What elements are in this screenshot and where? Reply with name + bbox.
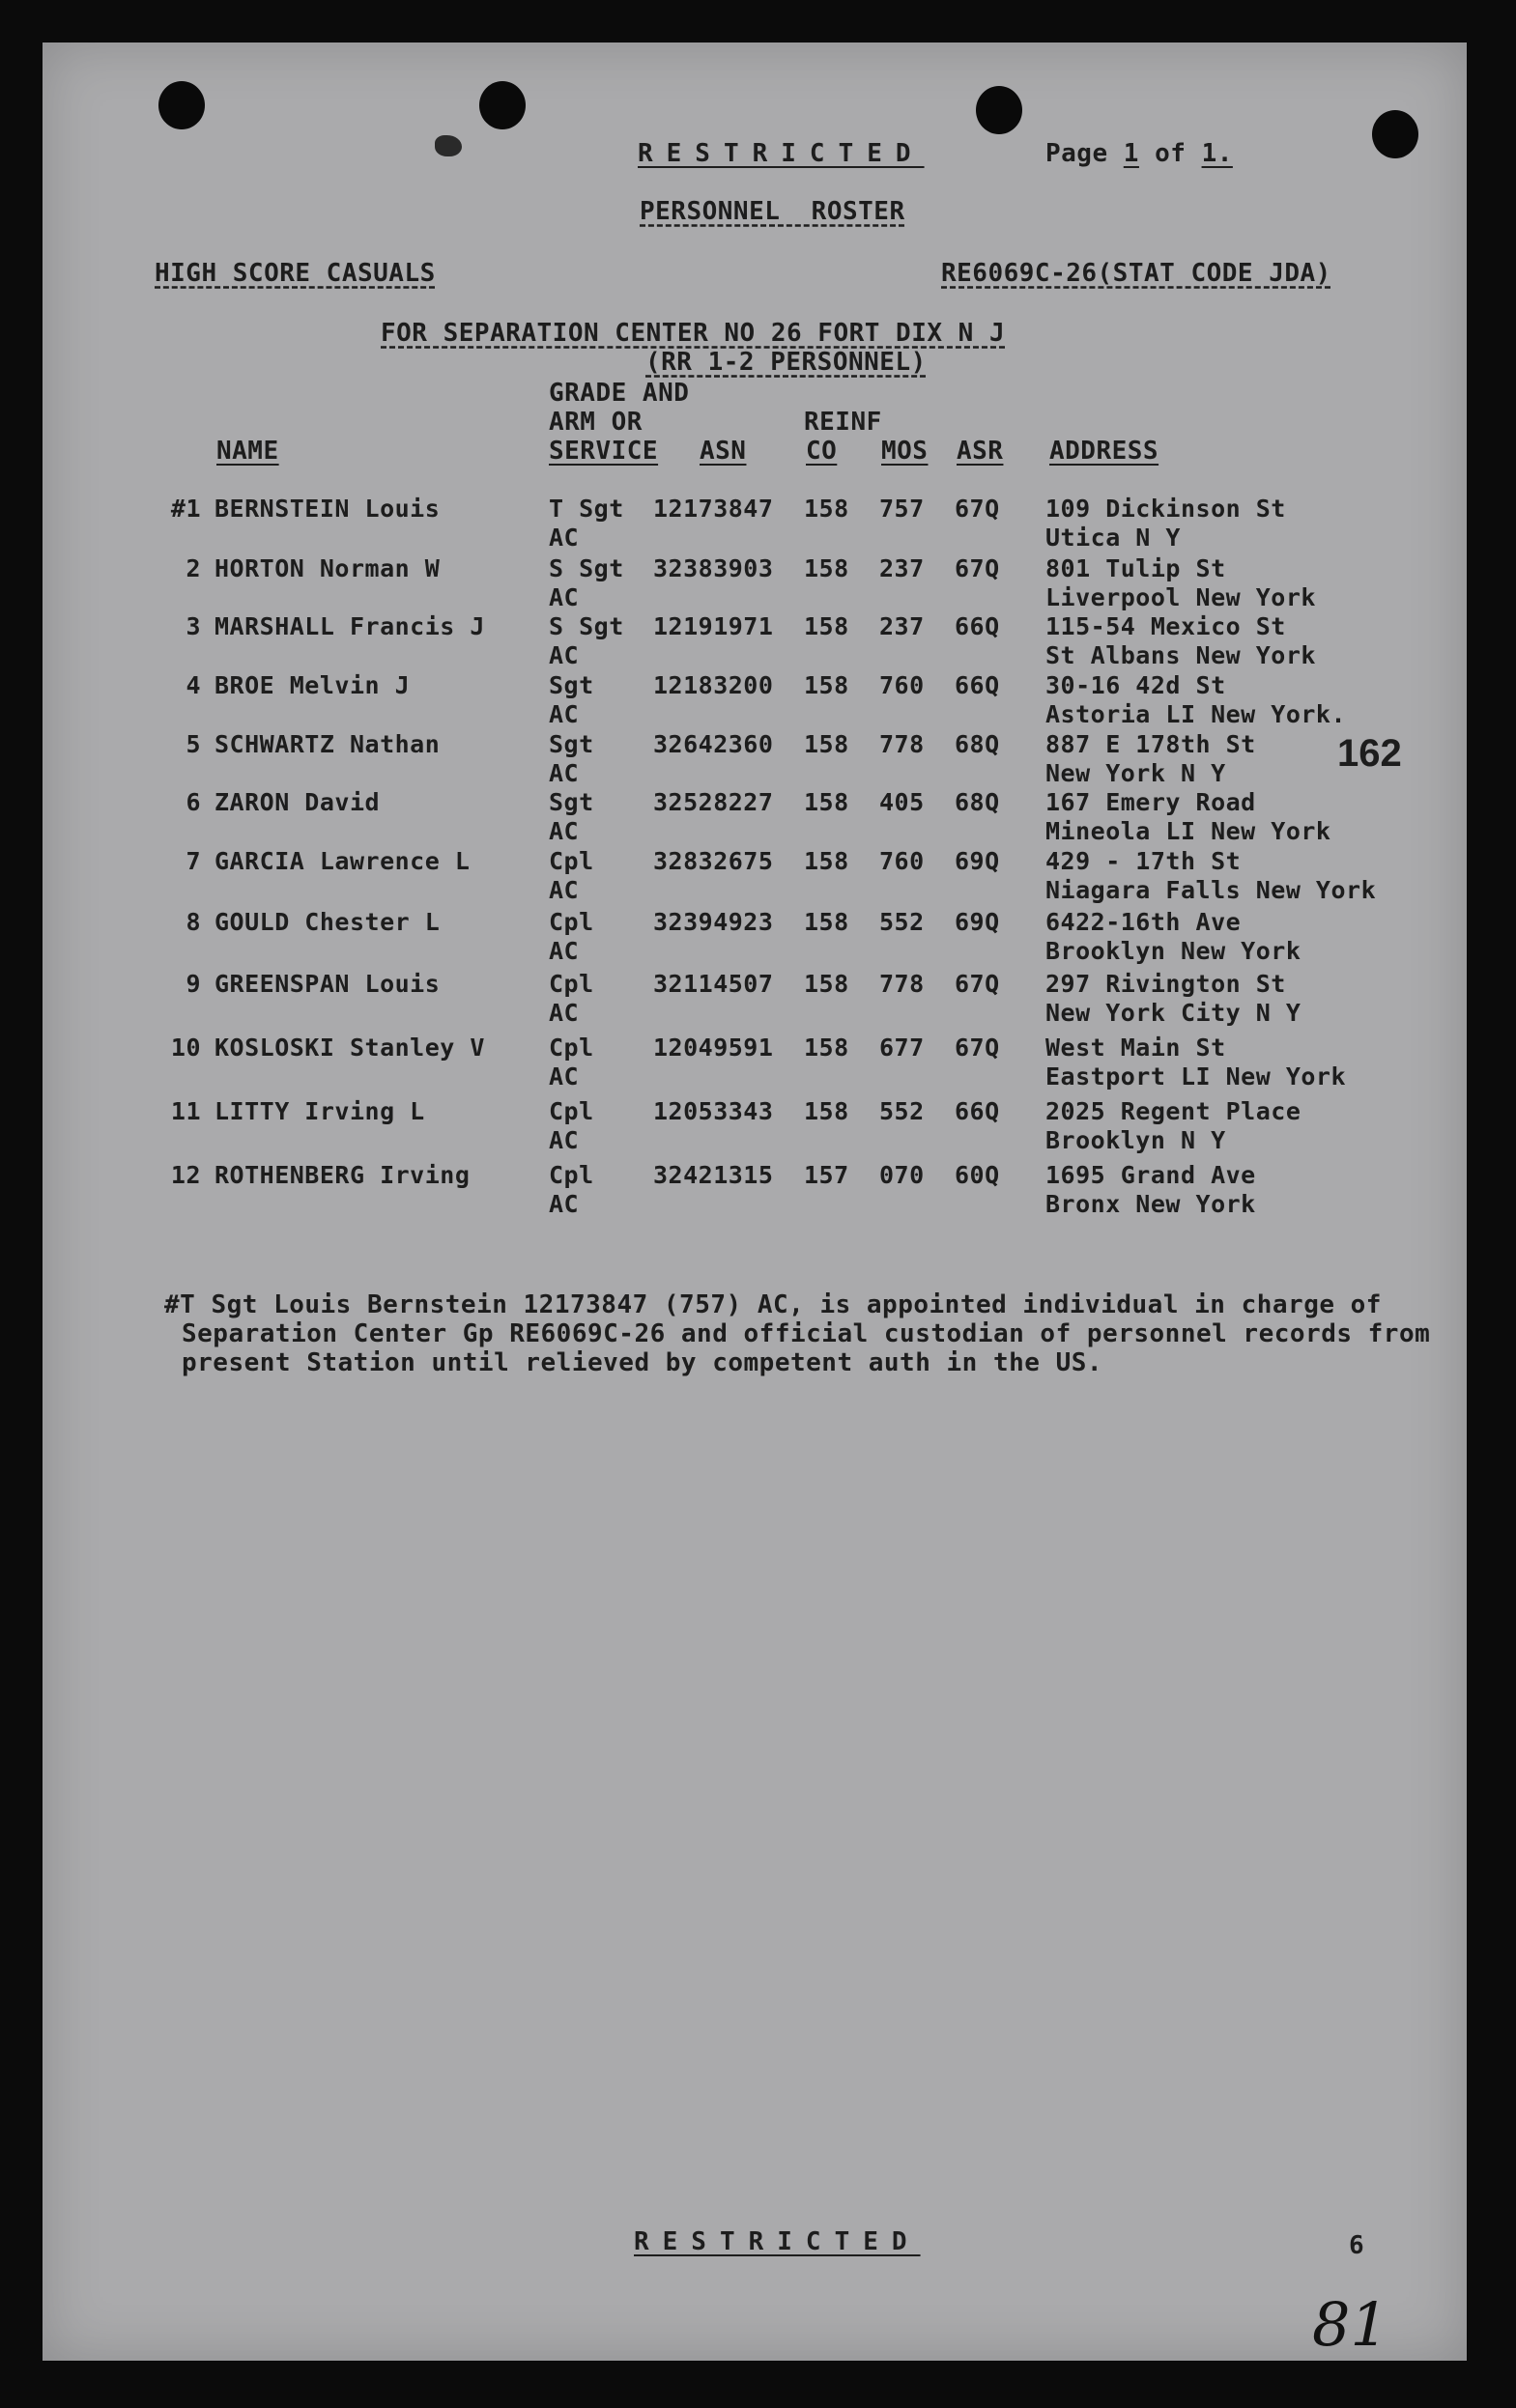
row-mos: 237 — [879, 612, 925, 640]
row-address-line1: 2025 Regent Place — [1045, 1097, 1301, 1125]
row-number: 6 — [186, 788, 201, 816]
row-number: 5 — [186, 730, 201, 758]
restricted-bottom: RESTRICTED — [634, 2227, 921, 2256]
row-number: #1 — [170, 495, 201, 523]
row-address-line1: 801 Tulip St — [1045, 554, 1226, 582]
row-grade: Sgt — [549, 788, 594, 816]
row-asr: 69Q — [955, 847, 1000, 875]
row-asn: 32642360 — [653, 730, 774, 758]
row-arm: AC — [549, 999, 580, 1027]
row-co: 158 — [804, 1097, 849, 1125]
row-asn: 12173847 — [653, 495, 774, 523]
row-asn: 12191971 — [653, 612, 774, 640]
rr-personnel-line: (RR 1-2 PERSONNEL) — [645, 348, 927, 377]
row-grade: Cpl — [549, 1161, 594, 1189]
row-arm: AC — [549, 876, 580, 904]
row-co: 158 — [804, 847, 849, 875]
row-address-line2: St Albans New York — [1045, 641, 1316, 669]
col-address: ADDRESS — [1049, 437, 1159, 466]
corner-mark: 6 — [1349, 2231, 1365, 2260]
row-asn: 32421315 — [653, 1161, 774, 1189]
row-asn: 32383903 — [653, 554, 774, 582]
row-grade: Cpl — [549, 847, 594, 875]
row-grade: S Sgt — [549, 554, 624, 582]
row-co: 158 — [804, 908, 849, 936]
row-grade: S Sgt — [549, 612, 624, 640]
row-number: 2 — [186, 554, 201, 582]
row-arm: AC — [549, 759, 580, 787]
row-number: 4 — [186, 671, 201, 699]
row-mos: 778 — [879, 730, 925, 758]
row-number: 11 — [170, 1097, 201, 1125]
row-arm: AC — [549, 641, 580, 669]
row-name: KOSLOSKI Stanley V — [215, 1034, 485, 1062]
row-asr: 67Q — [955, 495, 1000, 523]
row-name: HORTON Norman W — [215, 554, 441, 582]
separation-center-line: FOR SEPARATION CENTER NO 26 FORT DIX N J — [381, 319, 1006, 348]
row-address-line1: West Main St — [1045, 1034, 1226, 1062]
row-asn: 12053343 — [653, 1097, 774, 1125]
row-mos: 760 — [879, 671, 925, 699]
stat-code: RE6069C-26(STAT CODE JDA) — [941, 259, 1331, 288]
row-number: 10 — [170, 1034, 201, 1062]
page-prefix: Page — [1045, 139, 1108, 168]
row-asr: 68Q — [955, 788, 1000, 816]
row-address-line1: 1695 Grand Ave — [1045, 1161, 1256, 1189]
col-asn: ASN — [700, 437, 747, 466]
row-arm: AC — [549, 1190, 580, 1218]
punch-hole — [976, 86, 1022, 134]
col-grade-line3: SERVICE — [549, 437, 659, 466]
row-mos: 552 — [879, 1097, 925, 1125]
row-address-line2: Brooklyn New York — [1045, 937, 1301, 965]
row-mos: 405 — [879, 788, 925, 816]
row-mos: 760 — [879, 847, 925, 875]
row-mos: 237 — [879, 554, 925, 582]
page-total: 1. — [1201, 139, 1233, 168]
row-mos: 757 — [879, 495, 925, 523]
row-number: 8 — [186, 908, 201, 936]
row-name: SCHWARTZ Nathan — [215, 730, 441, 758]
footnote-line1: #T Sgt Louis Bernstein 12173847 (757) AC, is appointed individual in charge of — [164, 1290, 1382, 1319]
row-co: 158 — [804, 970, 849, 998]
col-grade-line1: GRADE AND — [549, 379, 690, 408]
row-address-line1: 887 E 178th St — [1045, 730, 1256, 758]
page-number: 1 — [1123, 139, 1139, 168]
row-mos: 677 — [879, 1034, 925, 1062]
row-asn: 32528227 — [653, 788, 774, 816]
row-arm: AC — [549, 937, 580, 965]
row-name: ZARON David — [215, 788, 381, 816]
row-address-line2: Mineola LI New York — [1045, 817, 1331, 845]
footnote-line2: Separation Center Gp RE6069C-26 and official custodian of personnel records from — [182, 1319, 1431, 1348]
row-address-line2: Eastport LI New York — [1045, 1062, 1347, 1091]
row-co: 158 — [804, 612, 849, 640]
row-grade: Cpl — [549, 1034, 594, 1062]
punch-hole — [158, 81, 205, 129]
roster-title: PERSONNEL ROSTER — [640, 197, 905, 226]
row-co: 158 — [804, 1034, 849, 1062]
row-co: 158 — [804, 495, 849, 523]
row-asn: 12183200 — [653, 671, 774, 699]
row-arm: AC — [549, 1062, 580, 1091]
row-grade: Sgt — [549, 730, 594, 758]
col-mos: MOS — [881, 437, 929, 466]
row-address-line1: 429 - 17th St — [1045, 847, 1242, 875]
row-asr: 69Q — [955, 908, 1000, 936]
row-name: ROTHENBERG Irving — [215, 1161, 471, 1189]
row-address-line2: Niagara Falls New York — [1045, 876, 1377, 904]
row-arm: AC — [549, 1126, 580, 1154]
row-grade: Sgt — [549, 671, 594, 699]
page-of: of — [1155, 139, 1187, 168]
row-arm: AC — [549, 817, 580, 845]
row-asr: 60Q — [955, 1161, 1000, 1189]
col-co: CO — [806, 437, 838, 466]
restricted-top: RESTRICTED — [638, 139, 925, 168]
row-name: BERNSTEIN Louis — [215, 495, 441, 523]
row-co: 158 — [804, 788, 849, 816]
row-arm: AC — [549, 583, 580, 611]
row-asn: 32832675 — [653, 847, 774, 875]
row-name: BROE Melvin J — [215, 671, 411, 699]
row-number: 7 — [186, 847, 201, 875]
row-asn: 32394923 — [653, 908, 774, 936]
row-name: LITTY Irving L — [215, 1097, 425, 1125]
row-co: 158 — [804, 671, 849, 699]
row-grade: Cpl — [549, 908, 594, 936]
row-asn: 32114507 — [653, 970, 774, 998]
row-asr: 66Q — [955, 612, 1000, 640]
stamp-number: 162 — [1337, 732, 1402, 775]
row-mos: 778 — [879, 970, 925, 998]
row-number: 12 — [170, 1161, 201, 1189]
punch-hole — [1372, 110, 1418, 158]
row-grade: Cpl — [549, 970, 594, 998]
row-asr: 68Q — [955, 730, 1000, 758]
row-asr: 67Q — [955, 554, 1000, 582]
row-number: 9 — [186, 970, 201, 998]
row-address-line2: New York N Y — [1045, 759, 1226, 787]
col-reinf: REINF — [804, 408, 882, 437]
row-asr: 67Q — [955, 970, 1000, 998]
row-address-line2: New York City N Y — [1045, 999, 1301, 1027]
footnote-line3: present Station until relieved by competent auth in the US. — [182, 1348, 1103, 1377]
row-address-line1: 115-54 Mexico St — [1045, 612, 1286, 640]
punch-hole — [479, 81, 526, 129]
row-address-line2: Utica N Y — [1045, 524, 1181, 552]
col-name: NAME — [216, 437, 279, 466]
row-name: GOULD Chester L — [215, 908, 441, 936]
row-grade: T Sgt — [549, 495, 624, 523]
row-co: 158 — [804, 730, 849, 758]
row-asn: 12049591 — [653, 1034, 774, 1062]
row-address-line1: 297 Rivington St — [1045, 970, 1286, 998]
row-co: 157 — [804, 1161, 849, 1189]
row-address-line1: 30-16 42d St — [1045, 671, 1226, 699]
row-address-line1: 6422-16th Ave — [1045, 908, 1242, 936]
row-arm: AC — [549, 524, 580, 552]
row-address-line2: Liverpool New York — [1045, 583, 1316, 611]
row-address-line2: Brooklyn N Y — [1045, 1126, 1226, 1154]
row-mos: 070 — [879, 1161, 925, 1189]
row-arm: AC — [549, 700, 580, 728]
row-asr: 67Q — [955, 1034, 1000, 1062]
page-indicator — [1045, 139, 1233, 168]
row-asr: 66Q — [955, 1097, 1000, 1125]
row-address-line1: 167 Emery Road — [1045, 788, 1256, 816]
col-grade-line2: ARM OR — [549, 408, 643, 437]
row-asr: 66Q — [955, 671, 1000, 699]
row-address-line1: 109 Dickinson St — [1045, 495, 1286, 523]
row-address-line2: Astoria LI New York. — [1045, 700, 1347, 728]
unit-label: HIGH SCORE CASUALS — [155, 259, 436, 288]
row-address-line2: Bronx New York — [1045, 1190, 1256, 1218]
row-name: GREENSPAN Louis — [215, 970, 441, 998]
row-name: GARCIA Lawrence L — [215, 847, 471, 875]
row-co: 158 — [804, 554, 849, 582]
row-number: 3 — [186, 612, 201, 640]
row-mos: 552 — [879, 908, 925, 936]
ink-blot — [435, 135, 462, 156]
col-asr: ASR — [957, 437, 1004, 466]
row-grade: Cpl — [549, 1097, 594, 1125]
row-name: MARSHALL Francis J — [215, 612, 485, 640]
handwritten-number: 81 — [1312, 2289, 1388, 2360]
